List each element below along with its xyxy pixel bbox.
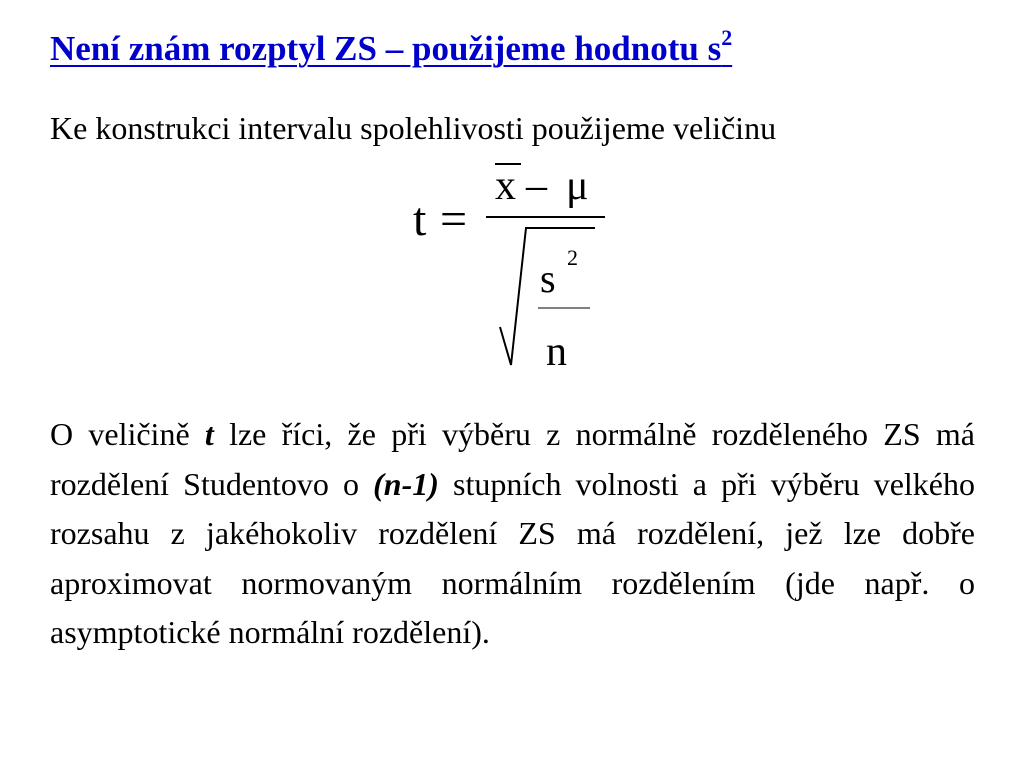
degrees-of-freedom: (n-1): [373, 465, 439, 502]
t-variable: t: [204, 416, 214, 452]
slide-title: [50, 25, 733, 70]
formula-equals: =: [440, 193, 468, 246]
denominator-exponent: 2: [567, 245, 578, 270]
formula-lhs-t: t: [413, 193, 427, 246]
formula-graphic: [400, 160, 630, 380]
title-superscript: 2: [721, 25, 733, 50]
explanation-paragraph: [50, 410, 975, 658]
denominator-n: n: [546, 329, 567, 375]
numerator-minus: –: [526, 163, 547, 209]
explanation-part1: O veličině: [50, 416, 205, 452]
t-statistic-formula: [400, 160, 630, 380]
numerator-x: x: [495, 163, 516, 209]
intro-paragraph: Ke konstrukci intervalu spolehlivosti použijeme veličinu: [50, 110, 777, 146]
explanation-part3: stupních volnosti a při výběru velkého rozsahu z jakéhokoliv rozdělení ZS má rozdělení, jež lze dobře aproximovat normovaným normálním rozdělením (jde např. o asymptotické normální rozdělení).: [50, 465, 975, 650]
numerator-mu: μ: [566, 163, 589, 209]
title-text: Není znám rozptyl ZS – použijeme hodnotu s: [50, 29, 722, 68]
denominator-s: s: [540, 256, 556, 301]
explanation-part2: lze říci, že při výběru z normálně rozděleného ZS má rozdělení Studentovo o: [50, 416, 976, 502]
